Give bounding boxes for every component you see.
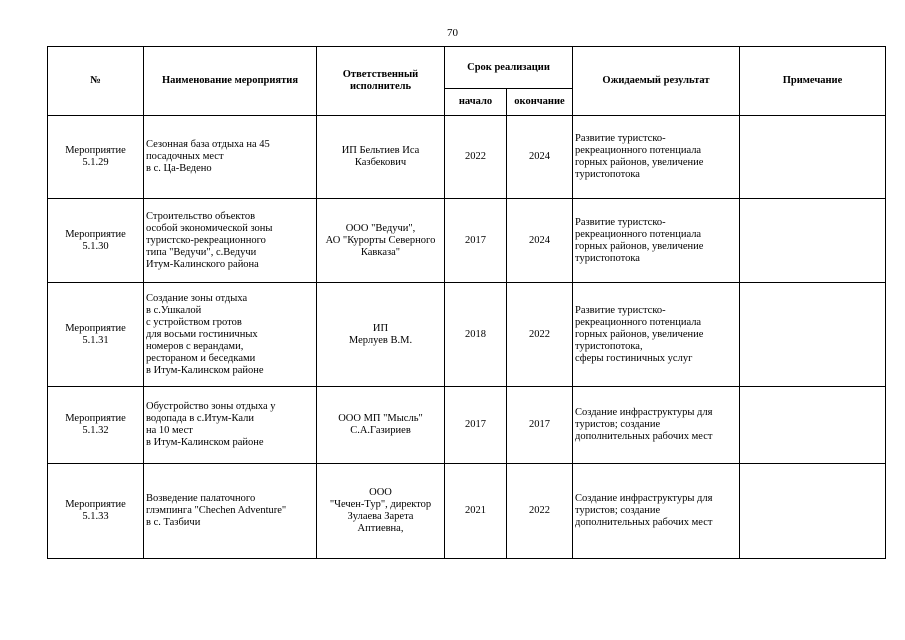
- activities-table: [47, 46, 886, 559]
- activity-start-year: 2021: [445, 464, 507, 559]
- header-number: №: [48, 47, 144, 116]
- table-row: [48, 283, 886, 387]
- activity-responsible: ИП Мерлуев В.М.: [317, 283, 445, 387]
- activity-expected-result: Развитие туристско- рекреационного потенциала горных районов, увеличение туристопотока, сферы гостиничных услуг: [573, 283, 740, 387]
- activity-end-year: 2024: [507, 116, 573, 199]
- activity-note: [740, 283, 886, 387]
- activity-expected-result: Создание инфраструктуры для туристов; создание дополнительных рабочих мест: [573, 387, 740, 464]
- activity-expected-result: Развитие туристско- рекреационного потенциала горных районов, увеличение туристопотока: [573, 199, 740, 283]
- activity-name: Сезонная база отдыха на 45 посадочных мест в с. Ца-Ведено: [144, 116, 317, 199]
- activity-responsible: ООО МП "Мысль" С.А.Газириев: [317, 387, 445, 464]
- table-row: [48, 464, 886, 559]
- activity-note: [740, 199, 886, 283]
- activity-name: Обустройство зоны отдыха у водопада в с.Итум-Кали на 10 мест в Итум-Калинском районе: [144, 387, 317, 464]
- activity-number: Мероприятие 5.1.33: [48, 464, 144, 559]
- activity-note: [740, 387, 886, 464]
- activity-name: Строительство объектов особой экономической зоны туристско-рекреационного типа "Ведучи", с.Ведучи Итум-Калинского района: [144, 199, 317, 283]
- header-end: окончание: [507, 89, 573, 116]
- header-expected-result: Ожидаемый результат: [573, 47, 740, 116]
- activity-number: Мероприятие 5.1.29: [48, 116, 144, 199]
- activity-number: Мероприятие 5.1.32: [48, 387, 144, 464]
- activity-start-year: 2017: [445, 387, 507, 464]
- activity-start-year: 2022: [445, 116, 507, 199]
- header-implementation-period: Срок реализации: [445, 47, 573, 89]
- activity-expected-result: Создание инфраструктуры для туристов; создание дополнительных рабочих мест: [573, 464, 740, 559]
- activity-responsible: ООО "Ведучи", АО "Курорты Северного Кавказа": [317, 199, 445, 283]
- activity-expected-result: Развитие туристско- рекреационного потенциала горных районов, увеличение туристопотока: [573, 116, 740, 199]
- table-row: [48, 199, 886, 283]
- activity-name: Создание зоны отдыха в с.Ушкалой с устройством гротов для восьми гостиничных номеров с верандами, рестораном и беседками в Итум-Калинском районе: [144, 283, 317, 387]
- activity-end-year: 2022: [507, 283, 573, 387]
- activity-name: Возведение палаточного глэмпинга "Chechen Adventure" в с. Тазбичи: [144, 464, 317, 559]
- activity-number: Мероприятие 5.1.30: [48, 199, 144, 283]
- activity-note: [740, 464, 886, 559]
- activity-responsible: ИП Бельтиев Иса Казбекович: [317, 116, 445, 199]
- header-note: Примечание: [740, 47, 886, 116]
- activity-responsible: ООО "Чечен-Тур", директор Зулаева Зарета Аптиевна,: [317, 464, 445, 559]
- table-row: [48, 116, 886, 199]
- activity-end-year: 2022: [507, 464, 573, 559]
- header-activity-name: Наименование мероприятия: [144, 47, 317, 116]
- header-responsible: Ответственный исполнитель: [317, 47, 445, 116]
- page-number: 70: [447, 27, 458, 39]
- activity-number: Мероприятие 5.1.31: [48, 283, 144, 387]
- activity-end-year: 2024: [507, 199, 573, 283]
- activity-note: [740, 116, 886, 199]
- activity-start-year: 2018: [445, 283, 507, 387]
- table-row: [48, 387, 886, 464]
- header-start: начало: [445, 89, 507, 116]
- activity-end-year: 2017: [507, 387, 573, 464]
- activity-start-year: 2017: [445, 199, 507, 283]
